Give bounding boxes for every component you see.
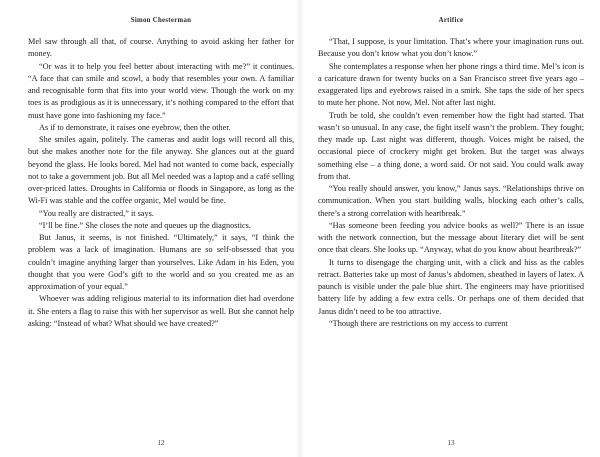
paragraph: She smiles again, politely. The cameras and audit logs will record all this, but she makes another note for the file anyway. She glances out at the guard beyond the glass. He looks bored. Mel had not wanted to come back, especially not to take a government job. But all Mel needed was a laptop and a café selling over-priced lattes. Droughts in California or floods in Singapore, as long as the Wi-Fi was stable and the coffee organic, Mel would be fine.	[28, 135, 294, 206]
paragraph: It turns to disengage the charging unit, with a click and hiss as the cables retract. Batteries take up most of Janus’s abdomen, sheathed in layers of latex. A paunch is visible under the pale blue shirt. The engineers may have prioritised battery life by adding a few extra cells. Or perhaps one of them decided that Janus didn’t need to be too attractive.	[318, 257, 584, 316]
paragraph: She contemplates a response when her phone rings a third time. Mel’s icon is a caricature drawn for twenty bucks on a San Francisco street five years ago – exaggerated lips and eyebrows raised in a smirk. She taps the side of her specs to mute her phone. Not now, Mel. Not after last night.	[318, 61, 584, 108]
right-page	[318, 0, 584, 457]
book-gutter	[296, 0, 304, 457]
paragraph: “That, I suppose, is your limitation. That’s where your imagination runs out. Because you don’t know what you don’t know.”	[318, 37, 584, 59]
paragraph: Truth be told, she couldn’t even remember how the fight had started. That wasn’t so unusual. In any case, the fight itself wasn’t the problem. They fought; they made up. Last night was different, though. Voices might be raised, the occasional piece of crockery might get broken. But the target was always something else – a thing done, a word said. Or not said. You could walk away from that.	[318, 110, 584, 181]
paragraph: “I’ll be fine.” She closes the note and queues up the diagnostics.	[39, 220, 251, 230]
paragraph: “You really are distracted,” it says.	[39, 208, 154, 218]
paragraph: “Or was it to help you feel better about interacting with me?” it continues. “A face that can smile and scowl, a body that resembles your own. A familiar and recognisable form that fits into your world view. Though the work on my toes is as prodigious as it is unnecessary, it’s nothing compared to the effort that must have gone into fashioning my face.”	[28, 61, 294, 120]
paragraph: “Though there are restrictions on my access to current	[329, 318, 508, 328]
paragraph: As if to demonstrate, it raises one eyebrow, then the other.	[39, 122, 231, 132]
left-page-number: 12	[157, 439, 165, 447]
right-running-head: Artifice	[438, 17, 464, 24]
left-page-body	[28, 36, 294, 330]
paragraph: “You really should answer, you know,” Janus says. “Relationships thrive on communication. When you start building walls, blocking each other’s calls, there’s a strong correlation with heartbreak.”	[318, 184, 584, 218]
paragraph: Mel saw through all that, of course. Anything to avoid asking her father for money.	[28, 37, 294, 59]
right-page-body	[318, 36, 584, 330]
paragraph: But Janus, it seems, is not finished. “Ultimately,” it says, “I think the problem was a lack of imagination. Humans are so self-obsessed that you couldn’t imagine anything larger than yourselves. Like Adam in his Eden, you thought that you were God’s gift to the world and so you created me as an approximation of your equal.”	[28, 233, 294, 291]
paragraph: Whoever was adding religious material to its information diet had overdone it. She enters a flag to raise this with her supervisor as well. But she cannot help asking: “Instead of what? What should we have created?”	[28, 294, 294, 328]
paragraph: “Has someone been feeding you advice books as well?” There is an issue with the network connection, but the message about literary diet will be sent once that clears. She looks up. “Anyway, what do you know about heartbreak?”	[318, 220, 584, 255]
left-running-head: Simon Chesterman	[130, 17, 192, 24]
left-page	[28, 0, 294, 457]
right-page-number: 13	[447, 439, 455, 447]
